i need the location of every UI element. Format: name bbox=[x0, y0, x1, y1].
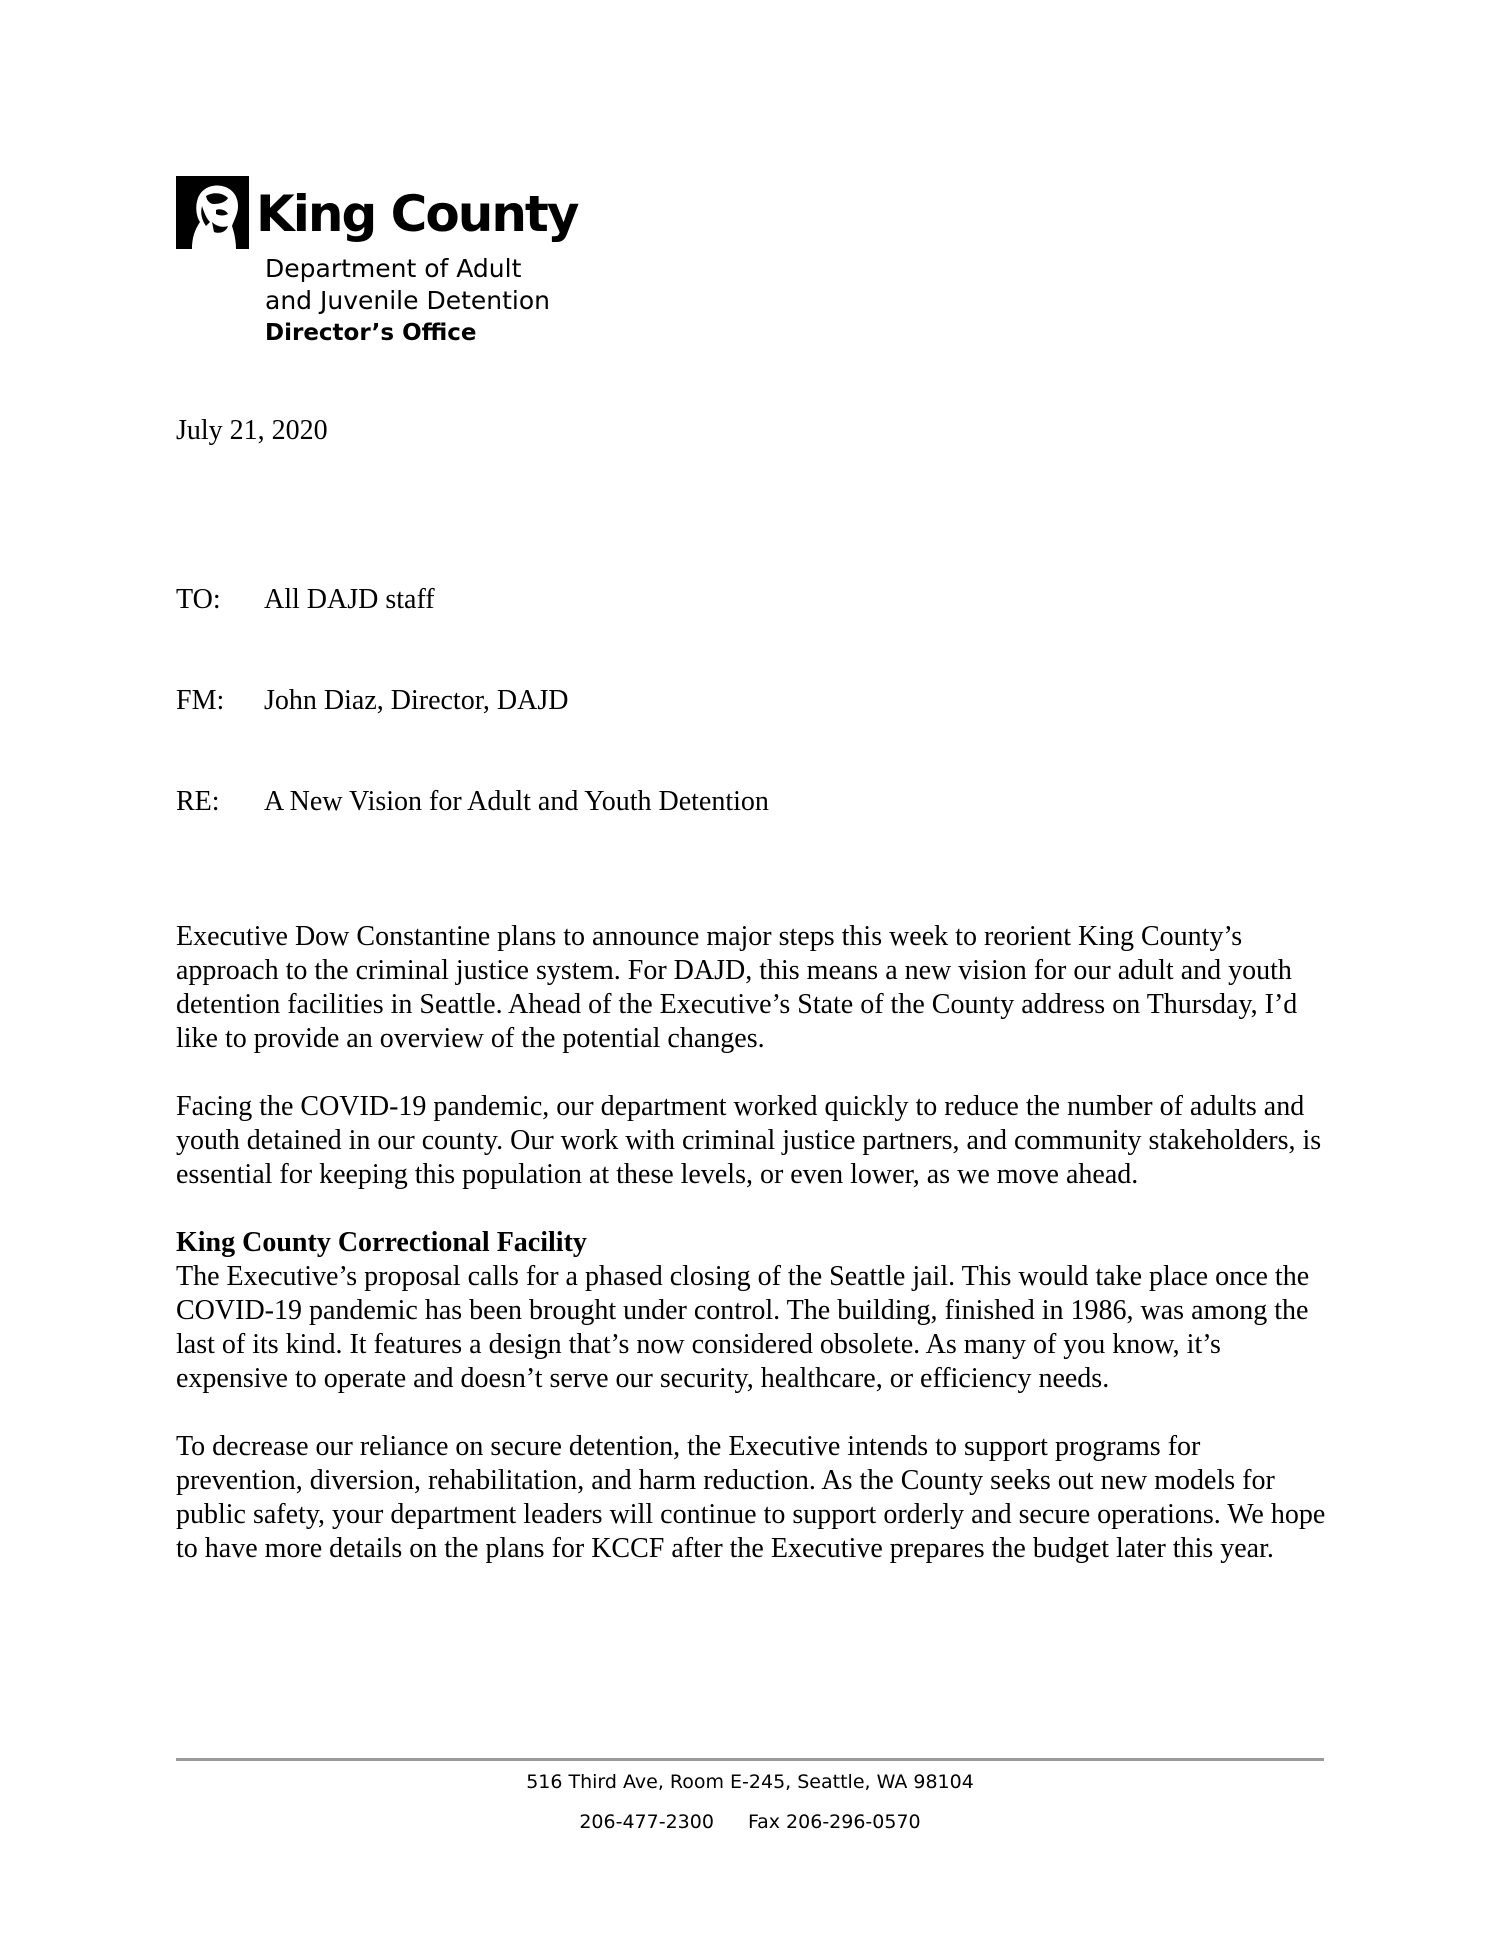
footer-contact bbox=[176, 1810, 1324, 1834]
org-name: King County bbox=[256, 185, 578, 243]
memo-to-value: All DAJD staff bbox=[264, 584, 435, 615]
body-paragraph-1: Executive Dow Constantine plans to announce major steps this week to reorient King County’s approach to the criminal justice system. For DAJD, this means a new vision for our adult and youth detention facilities in Seattle. Ahead of the Executive’s State of the County address on Thursday, I’d like to provide an overview of the potential changes. bbox=[176, 921, 1298, 1054]
office-name: Director’s Office bbox=[265, 320, 477, 346]
footer-phone: 206-477-2300 bbox=[579, 1811, 714, 1833]
section-heading: King County Correctional Facility bbox=[176, 1227, 587, 1258]
department-block bbox=[265, 253, 550, 349]
footer-address: 516 Third Ave, Room E-245, Seattle, WA 98104 bbox=[526, 1771, 974, 1793]
footer-fax: Fax 206-296-0570 bbox=[747, 1811, 921, 1833]
king-county-logo-icon bbox=[176, 176, 249, 249]
memo-re-row bbox=[176, 785, 769, 819]
memo-date: July 21, 2020 bbox=[176, 415, 328, 446]
memo-re-value: A New Vision for Adult and Youth Detention bbox=[264, 786, 769, 817]
memo-from-value: John Diaz, Director, DAJD bbox=[264, 685, 569, 716]
body-paragraph-4: To decrease our reliance on secure detention, the Executive intends to support programs for prevention, diversion, rehabilitation, and harm reduction. As the County seeks out new models for public safety, your department leaders will continue to support orderly and secure operations. We hope to have more details on the plans for KCCF after the Executive prepares the budget later this year. bbox=[176, 1431, 1326, 1564]
footer-divider bbox=[176, 1758, 1324, 1761]
memo-from-label: FM: bbox=[176, 685, 225, 716]
body-paragraph-3: The Executive’s proposal calls for a phased closing of the Seattle jail. This would take place once the COVID-19 pandemic has been brought under control. The building, finished in 1986, was among the last of its kind. It features a design that’s now considered obsolete. As many of you know, it’s expensive to operate and doesn’t serve our security, healthcare, or efficiency needs. bbox=[176, 1261, 1310, 1394]
memo-from-row bbox=[176, 684, 568, 718]
memo-body bbox=[176, 920, 1326, 1600]
memo-re-label: RE: bbox=[176, 786, 220, 817]
department-line-1: Department of Adult bbox=[265, 254, 522, 283]
memo-to-label: TO: bbox=[176, 584, 221, 615]
memo-to-row bbox=[176, 583, 435, 617]
department-line-2: and Juvenile Detention bbox=[265, 286, 550, 315]
body-paragraph-2: Facing the COVID-19 pandemic, our department worked quickly to reduce the number of adults and youth detained in our county. Our work with criminal justice partners, and community stakeholders, is essential for keeping this population at these levels, or even lower, as we move ahead. bbox=[176, 1091, 1322, 1190]
